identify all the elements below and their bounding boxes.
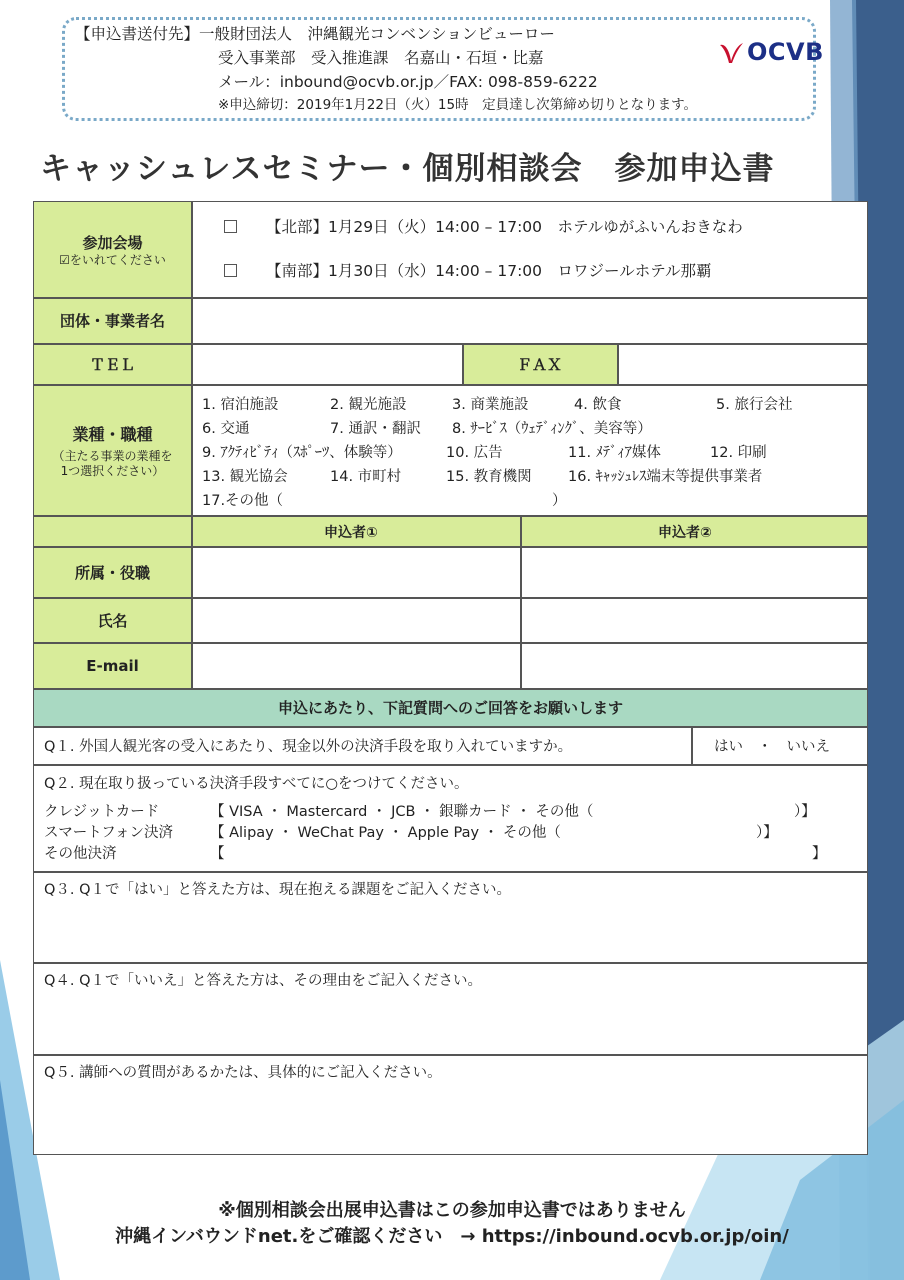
page-title: キャッシュレスセミナー・個別相談会 参加申込書 — [40, 151, 775, 187]
venue-label: 参加会場 — [82, 233, 143, 252]
application-form — [33, 201, 868, 1155]
applicant-1-email-field[interactable] — [193, 644, 519, 687]
dept-label: 所属・役職 — [74, 563, 150, 582]
recipient-label: 【申込書送付先】 — [75, 25, 200, 43]
industry-option[interactable]: 13. 観光協会 — [202, 469, 288, 485]
industry-sublabel-1: （主たる事業の業種を — [52, 448, 173, 463]
industry-option[interactable]: 9. ｱｸﾃｨﾋﾞﾃｨ（ｽﾎﾟｰﾂ、体験等） — [202, 445, 402, 461]
industry-option-other[interactable]: 17.その他（ — [202, 493, 284, 509]
name-label: 氏名 — [97, 611, 128, 630]
question-5-answer-area[interactable] — [36, 1084, 865, 1152]
industry-option[interactable]: 8. ｻｰﾋﾞｽ（ｳｪﾃﾞｨﾝｸﾞ、美容等） — [452, 421, 652, 437]
industry-option[interactable]: 6. 交通 — [202, 421, 250, 437]
industry-option[interactable]: 2. 観光施設 — [330, 397, 407, 413]
venue-label-cell — [34, 202, 191, 297]
dept-label-cell — [34, 547, 191, 597]
applicant-1-header: 申込者① — [324, 525, 378, 541]
industry-option[interactable]: 3. 商業施設 — [452, 397, 529, 413]
questions-band-text: 申込にあたり、下記質問へのご回答をお願いします — [277, 699, 623, 717]
north-venue-checkbox[interactable] — [224, 220, 237, 233]
applicant-2-name-field[interactable] — [522, 599, 865, 641]
email-label: E-mail — [86, 656, 139, 675]
ocvb-logo-text: OCVB — [747, 38, 824, 66]
payment-close-other: 】 — [812, 846, 827, 862]
industry-option[interactable]: 16. ｷｬｯｼｭﾚｽ端末等提供事業者 — [568, 469, 763, 485]
ocvb-logo — [718, 38, 824, 66]
tel-field[interactable] — [193, 345, 461, 383]
payment-label-other: その他決済 — [44, 846, 117, 862]
industry-option-other-close: ） — [552, 493, 567, 509]
industry-option[interactable]: 4. 飲食 — [574, 397, 622, 413]
recipient-dept: 受入事業部 受入推進課 名嘉山・石垣・比嘉 — [218, 49, 544, 67]
footer-note: ※個別相談会出展申込書はこの参加申込書ではありません — [218, 1200, 686, 1221]
payment-options-smartphone[interactable]: 【 Alipay ・ WeChat Pay ・ Apple Pay ・ その他（ — [210, 825, 561, 841]
tel-label: ＴＥＬ — [89, 355, 135, 374]
south-venue-option: 【南部】1月30日（水）14:00 – 17:00 ロワジールホテル那覇 — [266, 262, 712, 280]
industry-label-cell — [34, 385, 191, 515]
industry-option[interactable]: 12. 印刷 — [710, 445, 767, 461]
payment-close-credit: ）】 — [794, 804, 816, 820]
tel-label-cell — [34, 344, 191, 384]
question-1: Q１. 外国人観光客の受入にあたり、現金以外の決済手段を取り入れていますか。 — [44, 739, 573, 755]
footer-link-note: 沖縄インバウンドnet.をご確認ください → https://inbound.ocvb.or.jp/oin/ — [115, 1226, 789, 1247]
question-1-answer[interactable]: はい ・ いいえ — [714, 739, 830, 755]
ocvb-logo-mark-icon — [718, 39, 744, 65]
north-venue-option: 【北部】1月29日（火）14:00 – 17:00 ホテルゆがふいんおきなわ — [266, 218, 743, 236]
question-2: Q２. 現在取り扱っている決済手段すべてに○をつけてください。 — [44, 776, 469, 792]
recipient-contact: メール：inbound@ocvb.or.jp／FAX: 098-859-6222 — [218, 73, 598, 91]
industry-option[interactable]: 1. 宿泊施設 — [202, 397, 279, 413]
recipient-line-1 — [75, 22, 555, 44]
question-3-answer-area[interactable] — [36, 900, 865, 960]
question-3: Q３. Q１で「はい」と答えた方は、現在抱える課題をご記入ください。 — [44, 882, 512, 898]
industry-option[interactable]: 11. ﾒﾃﾞｨｱ媒体 — [568, 445, 661, 461]
industry-option[interactable]: 5. 旅行会社 — [716, 397, 793, 413]
email-label-cell — [34, 643, 191, 688]
questions-band — [34, 689, 867, 726]
industry-label: 業種・職種 — [72, 424, 153, 444]
question-5: Q５. 講師への質問があるかたは、具体的にご記入ください。 — [44, 1065, 442, 1081]
question-4-answer-area[interactable] — [36, 992, 865, 1052]
fax-label: ＦＡＸ — [516, 355, 562, 374]
org-label: 団体・事業者名 — [59, 312, 165, 330]
applicant-1-name-field[interactable] — [193, 599, 519, 641]
industry-sublabel-2: 1つ選択ください） — [60, 463, 165, 478]
applicant-2-dept-field[interactable] — [522, 548, 865, 596]
industry-option[interactable]: 15. 教育機関 — [446, 469, 532, 485]
venue-sublabel: ☑をいれてください — [59, 252, 166, 267]
south-venue-checkbox[interactable] — [224, 264, 237, 277]
payment-options-other[interactable]: 【 — [210, 846, 225, 862]
fax-label-cell — [462, 344, 617, 384]
industry-option[interactable]: 14. 市町村 — [330, 469, 402, 485]
org-name-field[interactable] — [193, 299, 865, 342]
payment-label-credit: クレジットカード — [44, 804, 160, 820]
payment-label-smartphone: スマートフォン決済 — [44, 825, 174, 841]
name-label-cell — [34, 598, 191, 642]
applicant-2-email-field[interactable] — [522, 644, 865, 687]
question-4: Q４. Q１で「いいえ」と答えた方は、その理由をご記入ください。 — [44, 973, 483, 989]
applicant-2-header: 申込者② — [658, 525, 712, 541]
payment-options-credit[interactable]: 【 VISA ・ Mastercard ・ JCB ・ 銀聯カード ・ その他（ — [210, 804, 594, 820]
org-label-cell — [34, 298, 191, 343]
applicant-header-row — [34, 516, 867, 546]
deadline-note: ※申込締切：2019年1月22日（火）15時 定員達し次第締め切りとなります。 — [218, 97, 698, 113]
industry-option[interactable]: 7. 通訳・翻訳 — [330, 421, 421, 437]
applicant-1-dept-field[interactable] — [193, 548, 519, 596]
fax-field[interactable] — [619, 345, 865, 383]
payment-close-smartphone: ）】 — [756, 825, 778, 841]
industry-option[interactable]: 10. 広告 — [446, 445, 503, 461]
recipient-org: 一般財団法人 沖縄観光コンベンションビューロー — [199, 25, 555, 43]
